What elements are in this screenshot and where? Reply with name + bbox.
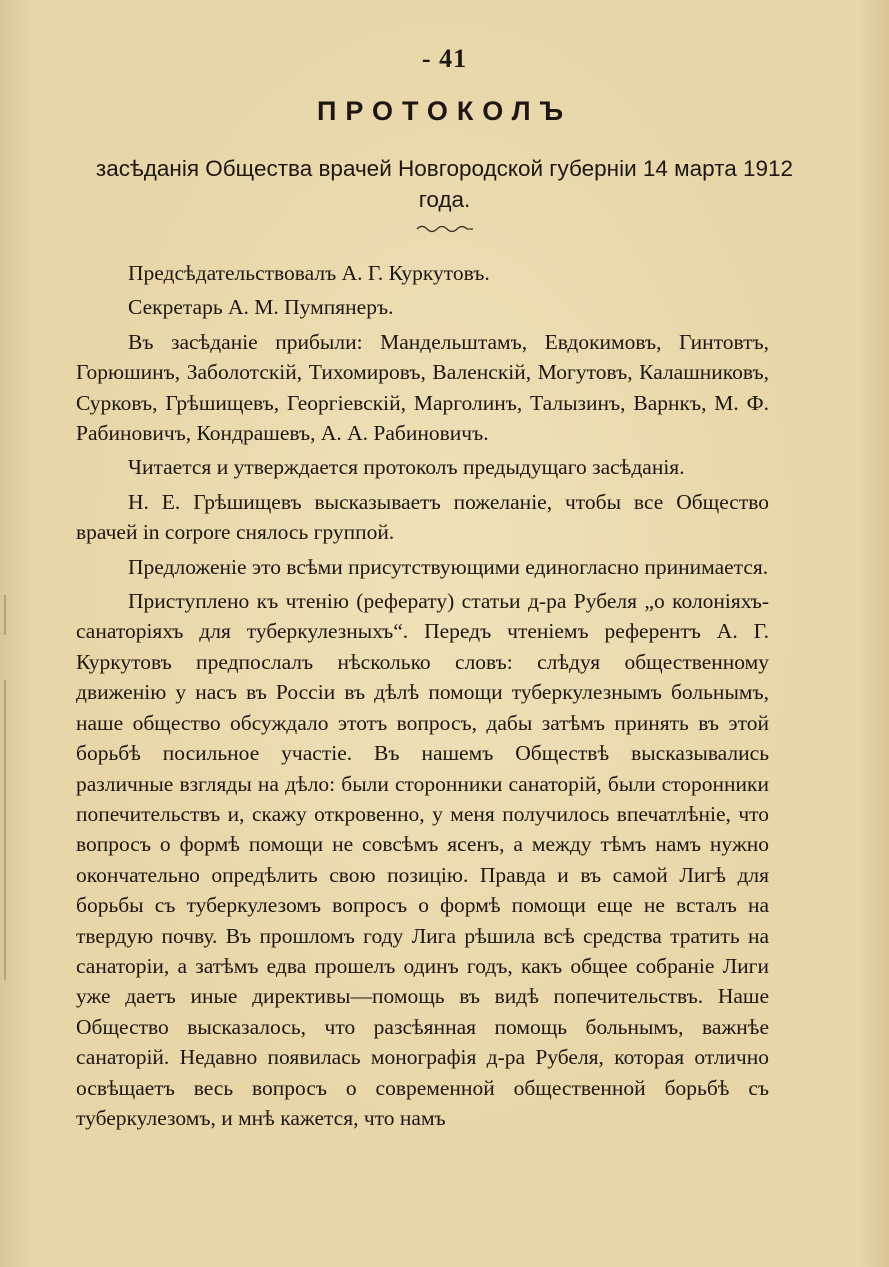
margin-mark [4,595,6,635]
document-body [76,258,769,1137]
margin-mark [4,680,6,980]
ornament-divider [0,222,889,240]
paragraph-attendees: Въ засѣданіе прибыли: Мандельштамъ, Евдокимовъ, Гинтовтъ, Горюшинъ, Заболотскій, Тихомировъ, Валенскій, Могутовъ, Калашниковъ, Сурковъ, Грѣшищевъ, Георгіевскій, Марголинъ, Талызинъ, Варнкъ, М. Ф. Рабиновичъ, Кондрашевъ, А. А. Рабиновичъ. [76,329,769,446]
paragraph-secretary: Секретарь А. М. Пумпянеръ. [128,295,394,320]
paragraph-proposal-accepted: Предложеніе это всѣми присутствующими единогласно принимается. [128,554,769,579]
ornament-icon [415,223,475,235]
paragraph-report: Приступлено къ чтенію (реферату) статьи д-ра Рубеля „о колоніяхъ-санаторіяхъ для туберкулезныхъ“. Передъ чтеніемъ референтъ А. Г. Куркутовъ предпослалъ нѣсколько словъ: слѣдуя общественному движенію у насъ въ Россіи въ дѣлѣ помощи туберкулезнымъ больнымъ, наше общество обсуждало этотъ вопросъ, дабы затѣмъ принять въ этой борьбѣ посильное участіе. Въ нашемъ Обществѣ высказывались различные взгляды на дѣло: были сторонники санаторій, были сторонники попечительствъ и, скажу откровенно, у меня получилось впечатлѣніе, что вопросъ о формѣ помощи не совсѣмъ ясенъ, а между тѣмъ намъ нужно окончательно опредѣлить свою позицію. Правда и въ самой Лигѣ для борьбы съ туберкулезомъ вопросъ о формѣ помощи еще не всталъ на твердую почву. Въ прошломъ году Лига рѣшила всѣ средства тратить на санаторіи, а затѣмъ едва прошелъ одинъ годъ, какъ общее собраніе Лиги уже даетъ иные директивы—помощь въ видѣ попечительствъ. Наше Общество высказалось, что разсѣянная помощь больнымъ, важнѣе санаторій. Недавно появилась монографія д-ра Рубеля, которая отлично освѣщаетъ весь вопросъ о современной общественной борьбѣ съ туберкулезомъ, и мнѣ кажется, что намъ [76,589,769,1130]
page-number: - 41 [421,44,468,73]
document-title: ПРОТОКОЛЪ [316,96,573,126]
paragraph-chairman: Предсѣдательствовалъ А. Г. Куркутовъ. [128,261,490,285]
document-subtitle: засѣданія Общества врачей Новгородской губерніи 14 марта 1912 года. [95,156,794,212]
paragraph-minutes-approval: Читается и утверждается протоколъ предыдущаго засѣданія. [128,455,685,480]
paragraph-group-photo-wish: Н. Е. Грѣшищевъ высказываетъ пожеланіе, чтобы все Общество врачей in corpore снялось группой. [76,489,769,545]
